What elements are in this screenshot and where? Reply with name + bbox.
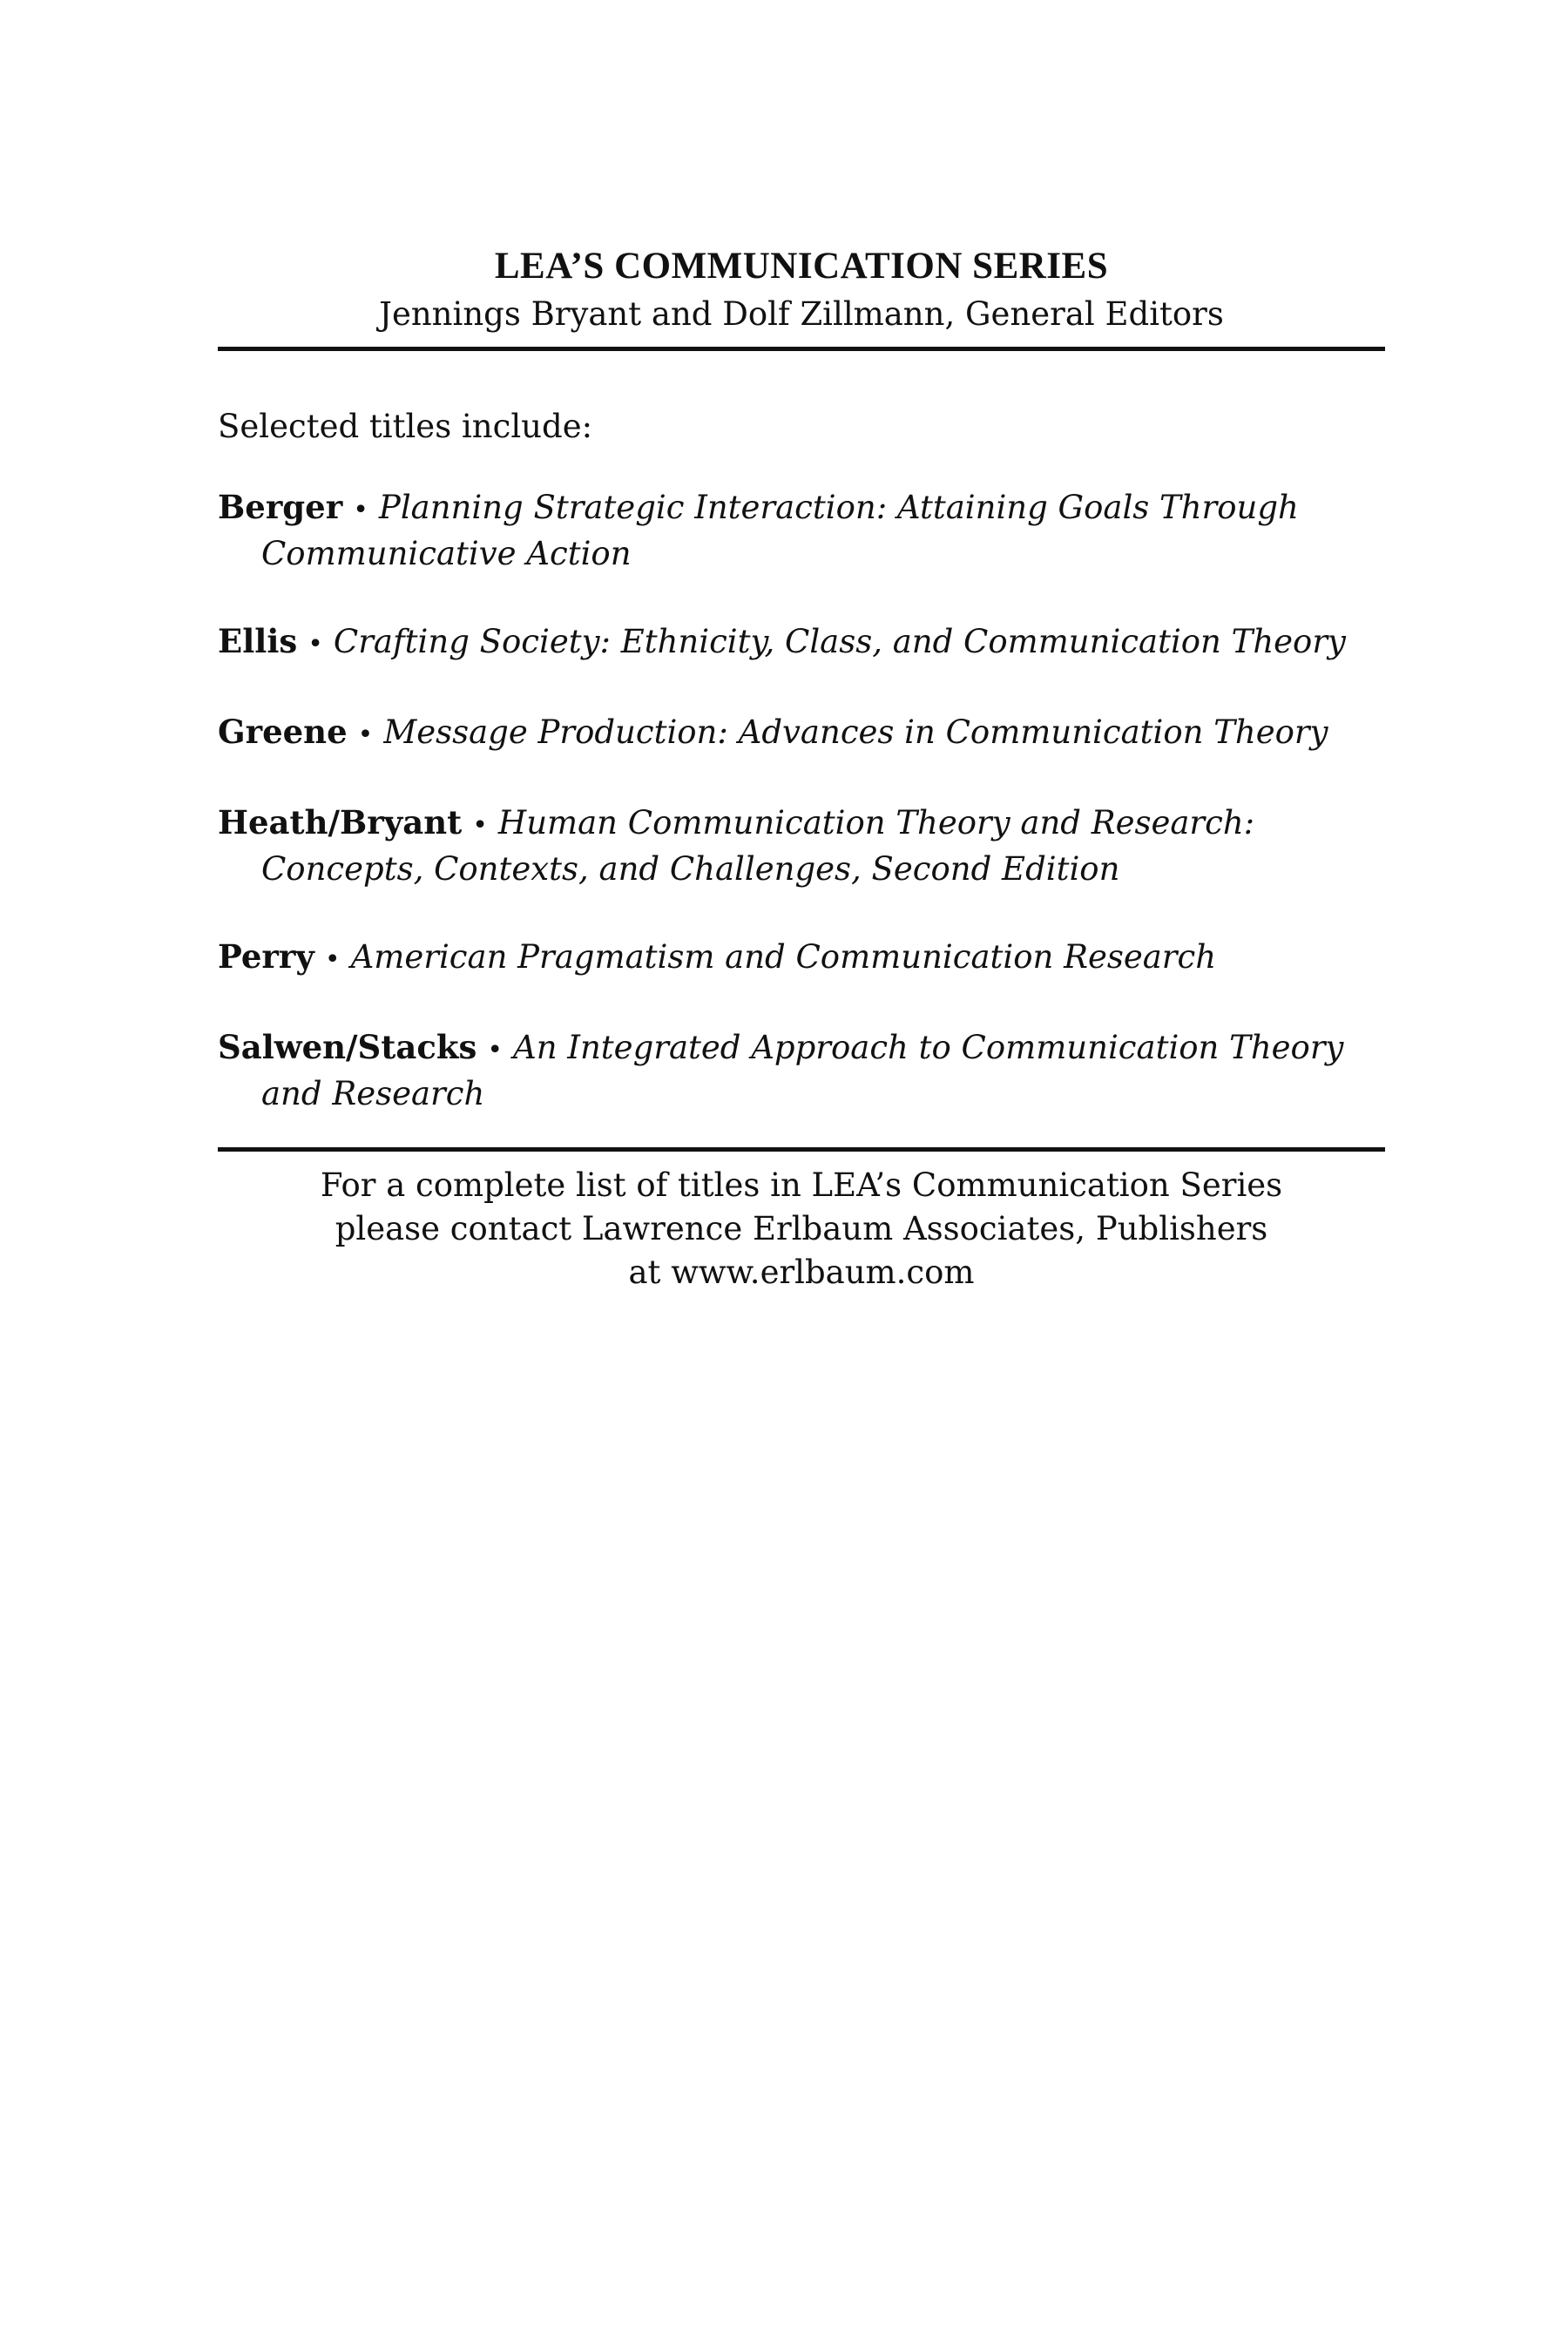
bullet-separator: • [308,629,323,659]
contact-footer [218,1164,1385,1294]
bottom-divider [218,1147,1385,1152]
book-title: Crafting Society: Ethnicity, Class, and Communication Theory [333,623,1346,660]
book-author: Ellis [218,622,298,660]
list-item [218,1025,1385,1116]
book-title: Planning Strategic Interaction: Attaining Goals Through Communicative Action [261,489,1299,572]
selected-titles-intro: Selected titles include: [218,408,593,445]
list-item [218,935,1385,982]
footer-website: at www.erlbaum.com [628,1254,975,1291]
bullet-separator: • [353,495,368,525]
book-author: Perry [218,937,314,976]
bullet-separator: • [472,810,488,841]
list-item [218,710,1385,757]
footer-line: please contact Lawrence Erlbaum Associates, Publishers [335,1210,1268,1247]
book-list [218,485,1385,1116]
list-item [218,801,1385,891]
bullet-separator: • [357,720,374,750]
book-title: American Pragmatism and Communication Research [350,938,1217,976]
top-divider [218,347,1385,351]
bullet-separator: • [487,1035,504,1065]
footer-line: For a complete list of titles in LEA’s Communication Series [320,1166,1283,1204]
book-author: Berger [218,488,343,526]
book-title: An Integrated Approach to Communication Theory and Research [261,1029,1344,1112]
book-author: Heath/Bryant [218,803,463,841]
list-item [218,485,1385,576]
book-author: Salwen/Stacks [218,1028,477,1066]
book-author: Greene [218,713,348,751]
list-item [218,619,1385,666]
book-title: Human Communication Theory and Research: Concepts, Contexts, and Challenges, Second Edition [261,804,1255,888]
series-page [218,244,1385,1294]
book-title: Message Production: Advances in Communication Theory [383,713,1328,751]
series-editors: Jennings Bryant and Dolf Zillmann, General Editors [379,295,1224,333]
series-title: LEA’S COMMUNICATION SERIES [494,246,1109,287]
bullet-separator: • [324,944,341,975]
